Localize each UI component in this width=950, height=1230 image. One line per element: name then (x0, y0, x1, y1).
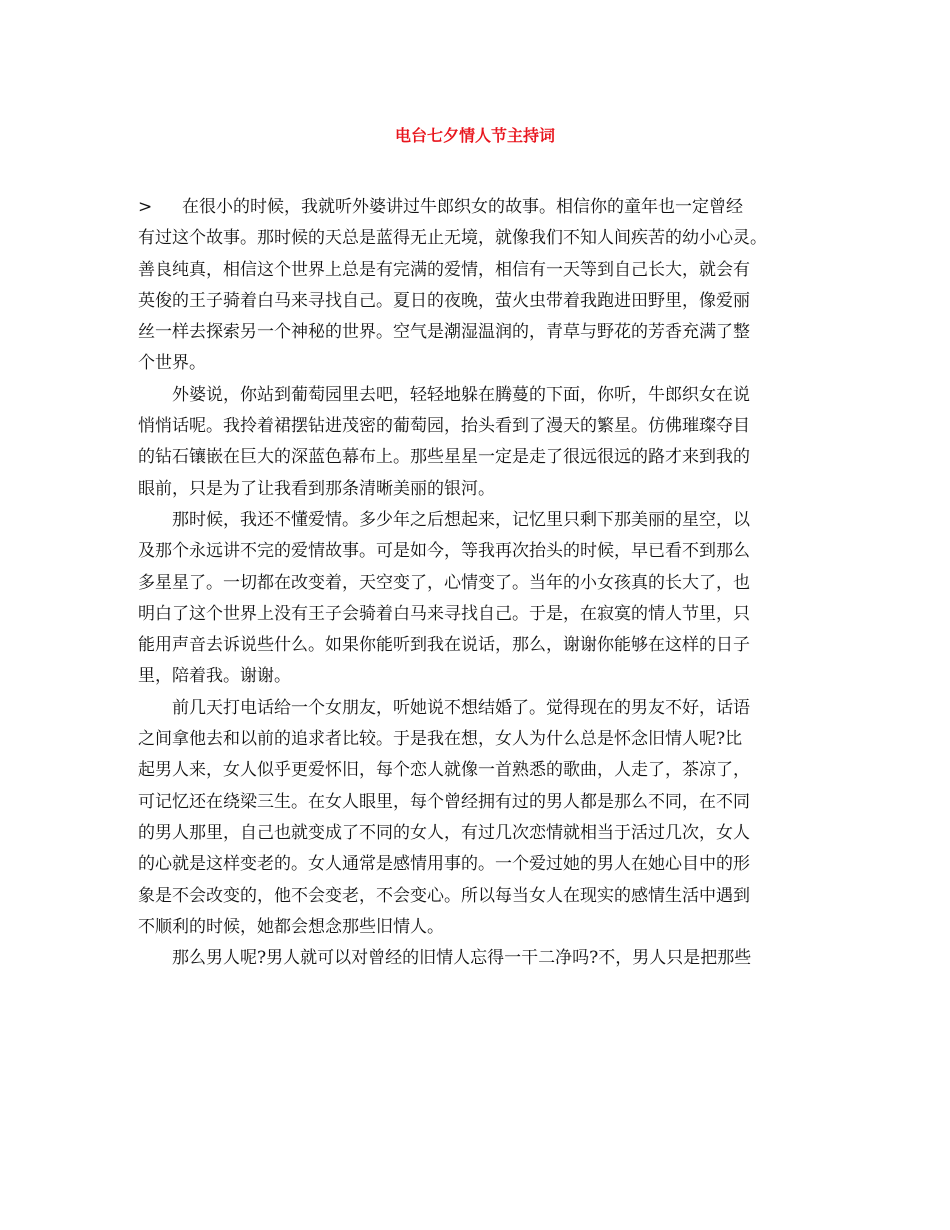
text-line (138, 755, 818, 786)
text-line (138, 317, 818, 348)
text-line (138, 223, 818, 254)
text-line (138, 818, 818, 849)
text-line (138, 348, 818, 379)
line-text: 前几天打电话给一个女朋友，听她说不想结婚了。觉得现在的男友不好，话语 (138, 697, 750, 718)
line-text: 可记忆还在绕梁三生。在女人眼里，每个曾经拥有过的男人都是那么不同，在不同 (138, 791, 750, 812)
text-line (138, 630, 818, 661)
text-line (138, 661, 818, 692)
text-line (138, 943, 818, 974)
line-text: 外婆说，你站到葡萄园里去吧，轻轻地躲在腾蔓的下面，你听，牛郎织女在说 (138, 384, 750, 405)
text-line (138, 849, 818, 880)
line-text: 的心就是这样变老的。女人通常是感情用事的。一个爱过她的男人在她心目中的形 (138, 854, 750, 875)
text-line (138, 442, 818, 473)
line-text: 起男人来，女人似乎更爱怀旧，每个恋人就像一首熟悉的歌曲，人走了，茶凉了， (138, 760, 750, 781)
text-line (138, 568, 818, 599)
line-text: 在很小的时候，我就听外婆讲过牛郎织女的故事。相信你的童年也一定曾经 (182, 197, 743, 217)
text-line (138, 693, 818, 724)
line-text: 及那个永远讲不完的爱情故事。可是如今，等我再次抬头的时候，早已看不到那么 (138, 541, 750, 562)
text-line (138, 536, 818, 567)
line-text: 善良纯真，相信这个世界上总是有完满的爱情，相信有一天等到自己长大，就会有 (138, 259, 750, 280)
text-line (138, 505, 818, 536)
text-line (138, 599, 818, 630)
text-line (138, 192, 818, 223)
paragraph-marker: > (138, 197, 153, 217)
line-text: 有过这个故事。那时候的天总是蓝得无止无境，就像我们不知人间疾苦的幼小心灵。 (138, 228, 767, 249)
line-text: 多星星了。一切都在改变着，天空变了，心情变了。当年的小女孩真的长大了，也 (138, 572, 750, 593)
line-text: 不顺利的时候，她都会想念那些旧情人。 (138, 916, 444, 937)
text-line (138, 380, 818, 411)
text-line (138, 411, 818, 442)
page-title: 电台七夕情人节主持词 (394, 126, 555, 145)
line-text: 象是不会改变的，他不会变老，不会变心。所以每当女人在现实的感情生活中遇到 (138, 885, 750, 906)
line-text: 的钻石镶嵌在巨大的深蓝色幕布上。那些星星一定是走了很远很远的路才来到我的 (138, 447, 750, 468)
text-line (138, 286, 818, 317)
text-line (138, 787, 818, 818)
text-line (138, 724, 818, 755)
line-text: 眼前，只是为了让我看到那条清晰美丽的银河。 (138, 478, 495, 499)
line-text: 英俊的王子骑着白马来寻找自己。夏日的夜晚，萤火虫带着我跑进田野里，像爱丽 (138, 290, 750, 311)
text-line (138, 881, 818, 912)
line-text: 明白了这个世界上没有王子会骑着白马来寻找自己。于是，在寂寞的情人节里，只 (138, 603, 750, 624)
text-line (138, 474, 818, 505)
line-text: 里，陪着我。谢谢。 (138, 666, 291, 687)
line-text: 能用声音去诉说些什么。如果你能听到我在说话，那么，谢谢你能够在这样的日子 (138, 635, 750, 656)
line-text: 丝一样去探索另一个神秘的世界。空气是潮湿温润的，青草与野花的芳香充满了整 (138, 322, 750, 343)
line-text: 那么男人呢?男人就可以对曾经的旧情人忘得一干二净吗?不，男人只是把那些 (138, 948, 752, 969)
body-text (138, 192, 818, 974)
text-line (138, 255, 818, 286)
text-line (138, 912, 818, 943)
line-text: 那时候，我还不懂爱情。多少年之后想起来，记忆里只剩下那美丽的星空，以 (138, 509, 750, 530)
line-text: 个世界。 (138, 353, 206, 374)
line-text: 的男人那里，自己也就变成了不同的女人，有过几次恋情就相当于活过几次，女人 (138, 822, 750, 843)
line-text: 悄悄话呢。我拎着裙摆钻进茂密的葡萄园，抬头看到了漫天的繁星。仿佛璀璨夺目 (138, 416, 750, 437)
line-text: 之间拿他去和以前的追求者比较。于是我在想，女人为什么总是怀念旧情人呢?比 (138, 729, 743, 750)
